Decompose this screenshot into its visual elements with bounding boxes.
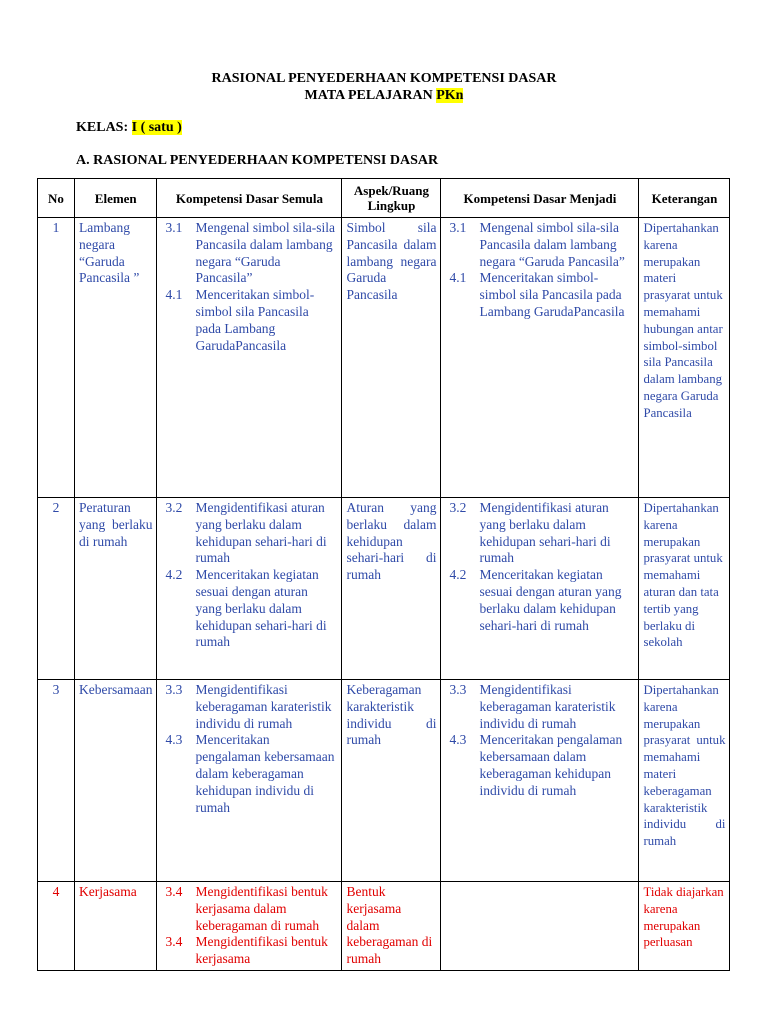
- table-row: [38, 498, 730, 680]
- subject-highlight: PKn: [436, 88, 464, 103]
- kd-number: 3.4: [165, 884, 183, 899]
- kd-number: 4.3: [165, 732, 183, 748]
- cell-aspek: Aturan yang berlaku dalam kehidupan sehari-hari di rumah: [342, 498, 441, 680]
- kd-number: 3.3: [449, 682, 467, 697]
- class-line: [76, 120, 182, 136]
- cell-kd-semula: [157, 680, 342, 882]
- kd-number: 3.1: [165, 220, 183, 235]
- cell-elemen: Peraturan yang berlaku di rumah: [75, 498, 157, 680]
- table-row: [38, 680, 730, 882]
- kd-text: Mengidentifikasi bentuk kerjasama dalam keberagaman di rumah: [195, 884, 328, 933]
- cell-aspek: Simbol sila Pancasila dalam lambang negara Garuda Pancasila: [342, 218, 441, 498]
- header-keterangan: Keterangan: [639, 179, 730, 218]
- cell-kd-menjadi: [441, 680, 639, 882]
- class-label: KELAS:: [76, 120, 132, 135]
- class-value: I ( satu ): [131, 120, 182, 135]
- header-no: No: [38, 179, 75, 218]
- cell-kd-semula: [157, 882, 342, 971]
- kd-text: Mengenal simbol sila-sila Pancasila dalam lambang negara “Garuda Pancasila”: [195, 220, 335, 286]
- header-elemen: Elemen: [75, 179, 157, 218]
- kd-text: Menceritakan simbol-simbol sila Pancasila pada Lambang GarudaPancasila: [479, 270, 625, 319]
- kd-number: 4.1: [165, 287, 183, 303]
- cell-kd-menjadi: [441, 882, 639, 971]
- kd-text: Menceritakan pengalaman kebersamaan dalam keberagaman kehidupan individu di rumah: [479, 732, 623, 798]
- kd-item: [161, 287, 337, 354]
- kd-table: [37, 178, 730, 971]
- kd-number: 3.1: [449, 220, 467, 235]
- kd-item: [445, 567, 634, 634]
- table-row: [38, 882, 730, 971]
- kd-item: [161, 567, 337, 651]
- cell-keterangan: Dipertahankan karena merupakan prasyarat untuk memahami materi keberagaman karakteristik individu di rumah: [639, 680, 730, 882]
- kd-text: Menceritakan kegiatan sesuai dengan aturan yang berlaku dalam kehidupan sehari-hari di rumah: [479, 567, 622, 633]
- kd-item: [161, 500, 337, 567]
- cell-elemen: Kerjasama: [75, 882, 157, 971]
- cell-keterangan: Tidak diajarkan karena merupakan perluasan: [639, 882, 730, 971]
- cell-keterangan: Dipertahankan karena merupakan prasyarat untuk memahami aturan dan tata tertib yang berlaku di sekolah: [639, 498, 730, 680]
- kd-text: Mengenal simbol sila-sila Pancasila dalam lambang negara “Garuda Pancasila”: [479, 220, 625, 269]
- cell-elemen: Kebersamaan: [75, 680, 157, 882]
- kd-text: Mengidentifikasi aturan yang berlaku dalam kehidupan sehari-hari di rumah: [479, 500, 611, 566]
- cell-kd-semula: [157, 218, 342, 498]
- kd-item: [445, 682, 634, 732]
- kd-number: 3.3: [165, 682, 183, 697]
- cell-kd-semula: [157, 498, 342, 680]
- cell-elemen: Lambang negara “Garuda Pancasila ”: [75, 218, 157, 498]
- document-subtitle: [0, 87, 768, 104]
- cell-kd-menjadi: [441, 498, 639, 680]
- cell-no: 1: [38, 218, 75, 498]
- table-header-row: [38, 179, 730, 218]
- cell-aspek: Bentuk kerjasama dalam keberagaman di rumah: [342, 882, 441, 971]
- kd-item: [161, 682, 337, 732]
- kd-number: 4.2: [165, 567, 183, 583]
- cell-keterangan: Dipertahankan karena merupakan materi prasyarat untuk memahami hubungan antar simbol-simbol sila Pancasila dalam lambang negara Garuda Pancasila: [639, 218, 730, 498]
- cell-no: 4: [38, 882, 75, 971]
- kd-text: Menceritakan simbol-simbol sila Pancasila pada Lambang GarudaPancasila: [195, 287, 315, 353]
- kd-number: 3.4: [165, 934, 183, 950]
- cell-aspek: Keberagaman karakteristik individu di rumah: [342, 680, 441, 882]
- kd-text: Mengidentifikasi keberagaman karateristik individu di rumah: [195, 682, 332, 731]
- kd-text: Mengidentifikasi aturan yang berlaku dalam kehidupan sehari-hari di rumah: [195, 500, 327, 566]
- kd-item: [445, 220, 634, 270]
- kd-number: 3.2: [449, 500, 467, 515]
- header-kd-menjadi: Kompetensi Dasar Menjadi: [441, 179, 639, 218]
- kd-item: [445, 270, 634, 320]
- kd-text: Menceritakan pengalaman kebersamaan dalam keberagaman kehidupan individu di rumah: [195, 732, 335, 815]
- subtitle-prefix: MATA PELAJARAN: [304, 88, 437, 103]
- kd-item: [161, 732, 337, 816]
- kd-number: 4.2: [449, 567, 467, 583]
- kd-text: Menceritakan kegiatan sesuai dengan aturan yang berlaku dalam kehidupan sehari-hari di rumah: [195, 567, 327, 650]
- kd-item: [161, 220, 337, 287]
- kd-text: Mengidentifikasi keberagaman karateristik individu di rumah: [479, 682, 616, 731]
- kd-item: [161, 884, 337, 934]
- table-row: [38, 218, 730, 498]
- kd-text: Mengidentifikasi bentuk kerjasama: [195, 934, 328, 967]
- header-kd-semula: Kompetensi Dasar Semula: [157, 179, 342, 218]
- cell-no: 2: [38, 498, 75, 680]
- kd-item: [445, 500, 634, 567]
- section-heading: A. RASIONAL PENYEDERHAAN KOMPETENSI DASAR: [76, 153, 439, 168]
- cell-no: 3: [38, 680, 75, 882]
- kd-number: 3.2: [165, 500, 183, 515]
- document-title: RASIONAL PENYEDERHAAN KOMPETENSI DASAR: [211, 71, 557, 86]
- kd-number: 4.1: [449, 270, 467, 286]
- header-aspek: Aspek/Ruang Lingkup: [342, 179, 441, 218]
- kd-item: [161, 934, 337, 968]
- kd-number: 4.3: [449, 732, 467, 748]
- kd-item: [445, 732, 634, 799]
- cell-kd-menjadi: [441, 218, 639, 498]
